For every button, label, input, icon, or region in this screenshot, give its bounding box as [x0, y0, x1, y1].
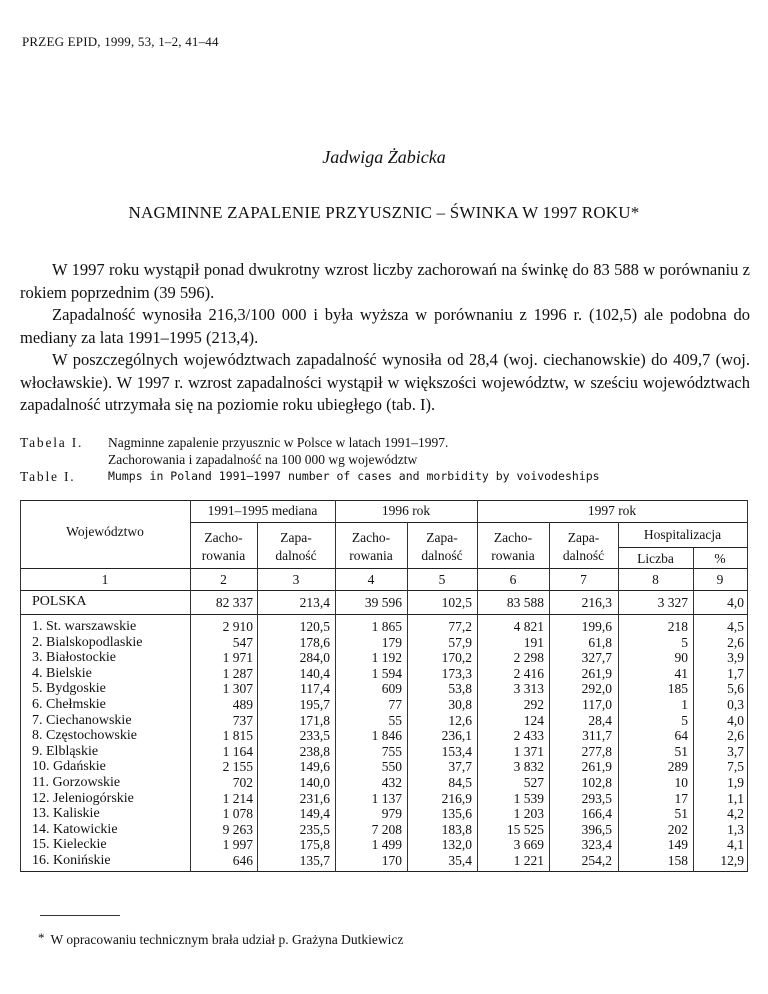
table-cell: 3 313: [513, 681, 544, 697]
table-cell: 1 203: [513, 806, 544, 822]
table-cell: 254,2: [581, 852, 612, 868]
caption-text-pl-2: Zachorowania i zapadalność na 100 000 wg województw: [108, 452, 418, 467]
table-cell: 1 164: [222, 743, 253, 759]
table-cell: 293,5: [581, 790, 612, 806]
table-cell: 4 821: [513, 619, 544, 634]
table-cell: 61,8: [588, 634, 612, 650]
table-rule: [747, 500, 748, 872]
data-table: [20, 500, 748, 872]
table-cell: 432: [381, 774, 402, 790]
table-cell: 17: [674, 790, 688, 806]
total-cell: 102,5: [441, 595, 472, 610]
sub-header-count: Liczba: [637, 551, 674, 566]
table-cell: 547: [232, 634, 253, 650]
province-name: 3. Białostockie: [32, 650, 116, 666]
caption-text-pl: Nagminne zapalenie przyusznic w Polsce w latach 1991–1997.: [108, 435, 449, 450]
table-cell: 216,9: [441, 790, 472, 806]
province-name: 5. Bydgoskie: [32, 681, 106, 697]
table-cell: 311,7: [582, 728, 612, 744]
table-cell: 199,6: [581, 619, 612, 634]
total-cell: 3 327: [657, 595, 688, 610]
table-cell: 1: [681, 696, 688, 712]
table-cell: 289: [667, 759, 688, 775]
table-cell: 1 846: [371, 728, 402, 744]
table-cell: 55: [388, 712, 402, 728]
province-name: 8. Częstochowskie: [32, 728, 137, 744]
column-number: 1: [101, 572, 109, 587]
table-cell: 238,8: [299, 743, 330, 759]
table-cell: 64: [674, 728, 688, 744]
table-cell: 2 155: [222, 759, 253, 775]
table-cell: 979: [381, 806, 402, 822]
column-number: 5: [438, 572, 446, 587]
table-cell: 53,8: [448, 681, 472, 697]
table-cell: 3,9: [727, 650, 744, 666]
table-cell: 527: [523, 774, 544, 790]
table-cell: 327,7: [581, 650, 612, 666]
table-cell: 77,2: [448, 619, 472, 634]
table-rule: [20, 590, 748, 591]
table-cell: 202: [667, 821, 688, 837]
table-cell: 1 137: [371, 790, 402, 806]
table-cell: 173,3: [441, 665, 472, 681]
table-cell: 1 371: [513, 743, 544, 759]
total-cell: 39 596: [364, 595, 402, 610]
author-name: Jadwiga Żabicka: [322, 147, 446, 167]
table-cell: 140,0: [299, 774, 330, 790]
province-name: 14. Katowickie: [32, 821, 118, 837]
table-cell: 153,4: [441, 743, 472, 759]
total-cell: 82 337: [215, 595, 253, 610]
table-cell: 1 307: [222, 681, 253, 697]
table-cell: 120,5: [299, 619, 330, 634]
table-cell: 170: [381, 852, 402, 868]
table-cell: 140,4: [299, 665, 330, 681]
table-cell: 90: [674, 650, 688, 666]
table-cell: 292: [523, 696, 544, 712]
sub-header-hospitalization: Hospitalizacja: [643, 527, 722, 542]
table-cell: 231,6: [299, 790, 330, 806]
column-number: 8: [652, 572, 659, 587]
table-cell: 158: [667, 852, 688, 868]
caption-text-en: Mumps in Poland 1991–1997 number of cases and morbidity by voivodeships: [108, 469, 600, 483]
province-name: 4. Bielskie: [32, 665, 92, 681]
column-hosp-count: [668, 619, 688, 869]
journal-header: PRZEG EPID, 1999, 53, 1–2, 41–44: [22, 34, 219, 49]
total-cell: 213,4: [299, 595, 330, 610]
footnote-marker: *: [38, 930, 45, 945]
total-cell: 4,0: [727, 595, 744, 610]
total-row-name: POLSKA: [32, 594, 87, 609]
table-cell: 550: [381, 759, 402, 775]
table-rule: [20, 568, 748, 569]
footnote-rule: [40, 915, 120, 916]
table-cell: 179: [381, 634, 402, 650]
table-cell: 261,9: [581, 759, 612, 775]
province-header: Województwo: [66, 524, 144, 539]
table-cell: 3,7: [727, 743, 744, 759]
table-rule: [20, 871, 748, 872]
table-cell: 28,4: [588, 712, 612, 728]
column-number: 6: [509, 572, 517, 587]
table-caption: [20, 434, 600, 485]
table-cell: 1,1: [727, 790, 744, 806]
sub-header-cases: Zacho- rowania: [349, 530, 393, 563]
sub-header-morbidity: Zapa- dalność: [421, 530, 463, 563]
table-cell: 755: [381, 743, 402, 759]
table-cell: 702: [232, 774, 253, 790]
sub-header-percent: %: [714, 551, 726, 566]
article-body: [20, 259, 750, 417]
table-cell: 5: [681, 634, 688, 650]
table-cell: 51: [674, 743, 688, 759]
footnote-text: W opracowaniu technicznym brała udział p. Grażyna Dutkiewicz: [50, 932, 404, 947]
table-cell: 1 539: [513, 790, 544, 806]
province-name: 6. Chełmskie: [32, 696, 106, 712]
column-morbidity-1997: [582, 619, 612, 869]
table-cell: 191: [523, 634, 544, 650]
table-cell: 489: [232, 696, 253, 712]
table-cell: 1 192: [371, 650, 402, 666]
table-cell: 2 910: [222, 619, 253, 634]
table-rule: [693, 547, 694, 872]
province-name: 15. Kieleckie: [32, 837, 107, 853]
table-rule: [20, 500, 21, 872]
group-header-1997: 1997 rok: [587, 503, 637, 518]
column-number: 7: [580, 572, 587, 587]
table-cell: 737: [232, 712, 253, 728]
table-cell: 1 499: [371, 837, 402, 853]
province-name: 13. Kaliskie: [32, 806, 100, 822]
province-name: 12. Jeleniogórskie: [32, 790, 134, 806]
table-cell: 170,2: [441, 650, 472, 666]
table-cell: 1 997: [222, 837, 253, 853]
table-cell: 10: [674, 774, 688, 790]
column-number: 9: [716, 572, 724, 587]
table-cell: 15 525: [506, 821, 544, 837]
table-cell: 1 815: [222, 728, 253, 744]
paragraph: Zapadalność wynosiła 216,3/100 000 i była wyższa w porównaniu z 1996 r. (102,5) ale podobna do mediany za lata 1991–1995 (213,4).: [20, 305, 750, 347]
column-morbidity-median: [300, 619, 330, 869]
column-morbidity-1996: [442, 619, 472, 869]
table-cell: 166,4: [581, 806, 612, 822]
sub-header-cases: Zacho- rowania: [491, 530, 535, 563]
table-cell: 77: [388, 696, 402, 712]
sub-header-morbidity: Zapa- dalność: [562, 530, 605, 563]
table-cell: 646: [232, 852, 253, 868]
table-cell: 1,9: [727, 774, 744, 790]
sub-header-morbidity: Zapa- dalność: [275, 530, 317, 563]
table-cell: 57,9: [448, 634, 472, 650]
table-cell: 84,5: [448, 774, 472, 790]
table-rule: [20, 614, 748, 615]
table-cell: 2 433: [513, 728, 544, 744]
column-number: 3: [292, 572, 300, 587]
table-cell: 3 669: [513, 837, 544, 853]
group-header-1996: 1996 rok: [381, 503, 431, 518]
table-cell: 9 263: [222, 821, 253, 837]
column-number: 2: [220, 572, 227, 587]
table-cell: 102,8: [581, 774, 612, 790]
table-cell: 3 832: [513, 759, 544, 775]
table-cell: 7,5: [727, 759, 744, 775]
table-cell: 1,3: [727, 821, 744, 837]
table-cell: 396,5: [581, 821, 612, 837]
table-cell: 149: [667, 837, 688, 853]
sub-header-cases: Zacho- rowania: [201, 530, 246, 563]
table-cell: 1 214: [222, 790, 253, 806]
table-cell: 178,6: [299, 634, 330, 650]
group-header-median: 1991–1995 mediana: [207, 503, 318, 518]
table-cell: 2,6: [727, 634, 744, 650]
province-name: 2. Bialskopodlaskie: [32, 634, 143, 650]
table-cell: 609: [381, 681, 402, 697]
table-cell: 277,8: [581, 743, 612, 759]
table-cell: 5: [681, 712, 688, 728]
table-cell: 175,8: [299, 837, 330, 853]
table-cell: 41: [674, 665, 688, 681]
table-cell: 149,4: [299, 806, 330, 822]
province-name: 9. Elbląskie: [32, 743, 99, 759]
table-cell: 149,6: [299, 759, 330, 775]
province-name: 11. Gorzowskie: [32, 774, 121, 790]
province-list: [32, 619, 142, 869]
column-number: 4: [367, 572, 375, 587]
table-cell: 124: [523, 712, 544, 728]
table-cell: 12,6: [448, 712, 472, 728]
total-cell: 83 588: [506, 595, 544, 610]
table-cell: 1 865: [371, 619, 402, 634]
table-rule: [20, 500, 748, 501]
table-cell: 12,9: [720, 852, 744, 868]
paragraph: W poszczególnych województwach zapadalność wynosiła od 28,4 (woj. ciechanowskie) do 409,7 (woj. włocławskie). W 1997 r. wzrost zapadalności wystąpił w większości województw, w sześciu województwach zapadalność utrzymała się na poziomie roku ubiegłego (tab. I).: [20, 350, 750, 414]
column-cases-1997: [507, 619, 544, 869]
province-name: 16. Konińskie: [32, 852, 111, 868]
table-cell: 117,4: [300, 681, 330, 697]
table-cell: 135,7: [299, 852, 330, 868]
table-cell: 185: [667, 681, 688, 697]
table-cell: 0,3: [727, 696, 744, 712]
column-cases-median: [223, 619, 253, 869]
table-cell: 261,9: [581, 665, 612, 681]
table-cell: 183,8: [441, 821, 472, 837]
table-cell: 7 208: [371, 821, 402, 837]
table-cell: 1 287: [222, 665, 253, 681]
table-cell: 171,8: [299, 712, 330, 728]
table-cell: 35,4: [448, 852, 472, 868]
table-cell: 2,6: [727, 728, 744, 744]
table-cell: 51: [674, 806, 688, 822]
table-cell: 4,2: [727, 806, 744, 822]
table-cell: 1 221: [513, 852, 544, 868]
table-cell: 4,5: [727, 619, 744, 634]
table-cell: 195,7: [299, 696, 330, 712]
total-cell: 216,3: [581, 595, 612, 610]
table-rule: [190, 522, 748, 523]
province-name: 7. Ciechanowskie: [32, 712, 132, 728]
table-cell: 323,4: [581, 837, 612, 853]
table-cell: 4,0: [727, 712, 744, 728]
footnote: [38, 930, 403, 948]
province-name: 1. St. warszawskie: [32, 619, 137, 634]
table-cell: 135,6: [441, 806, 472, 822]
table-cell: 235,5: [299, 821, 330, 837]
table-cell: 30,8: [448, 696, 472, 712]
table-cell: 117,0: [582, 696, 612, 712]
column-cases-1996: [372, 619, 402, 869]
province-name: 10. Gdańskie: [32, 759, 106, 775]
table-cell: 2 416: [513, 665, 544, 681]
table-cell: 132,0: [441, 837, 472, 853]
table-rule: [618, 547, 748, 548]
table-cell: 218: [667, 619, 688, 634]
table-cell: 37,7: [448, 759, 472, 775]
table-cell: 1 594: [371, 665, 402, 681]
table-cell: 1 971: [222, 650, 253, 666]
table-cell: 2 298: [513, 650, 544, 666]
table-cell: 292,0: [581, 681, 612, 697]
table-cell: 1 078: [222, 806, 253, 822]
article-title: NAGMINNE ZAPALENIE PRZYUSZNIC – ŚWINKA W 1997 ROKU*: [128, 203, 640, 222]
caption-label-pl: Tabela I.: [20, 435, 84, 450]
table-cell: 4,1: [727, 837, 744, 853]
paragraph: W 1997 roku wystąpił ponad dwukrotny wzrost liczby zachorowań na świnkę do 83 588 w porównaniu z rokiem poprzednim (39 596).: [20, 260, 750, 302]
table-cell: 1,7: [727, 665, 744, 681]
table-cell: 236,1: [441, 728, 472, 744]
table-cell: 233,5: [299, 728, 330, 744]
caption-label-en: Table I.: [20, 469, 76, 484]
table-cell: 5,6: [727, 681, 744, 697]
table-cell: 284,0: [299, 650, 330, 666]
column-hosp-percent: [720, 619, 744, 869]
